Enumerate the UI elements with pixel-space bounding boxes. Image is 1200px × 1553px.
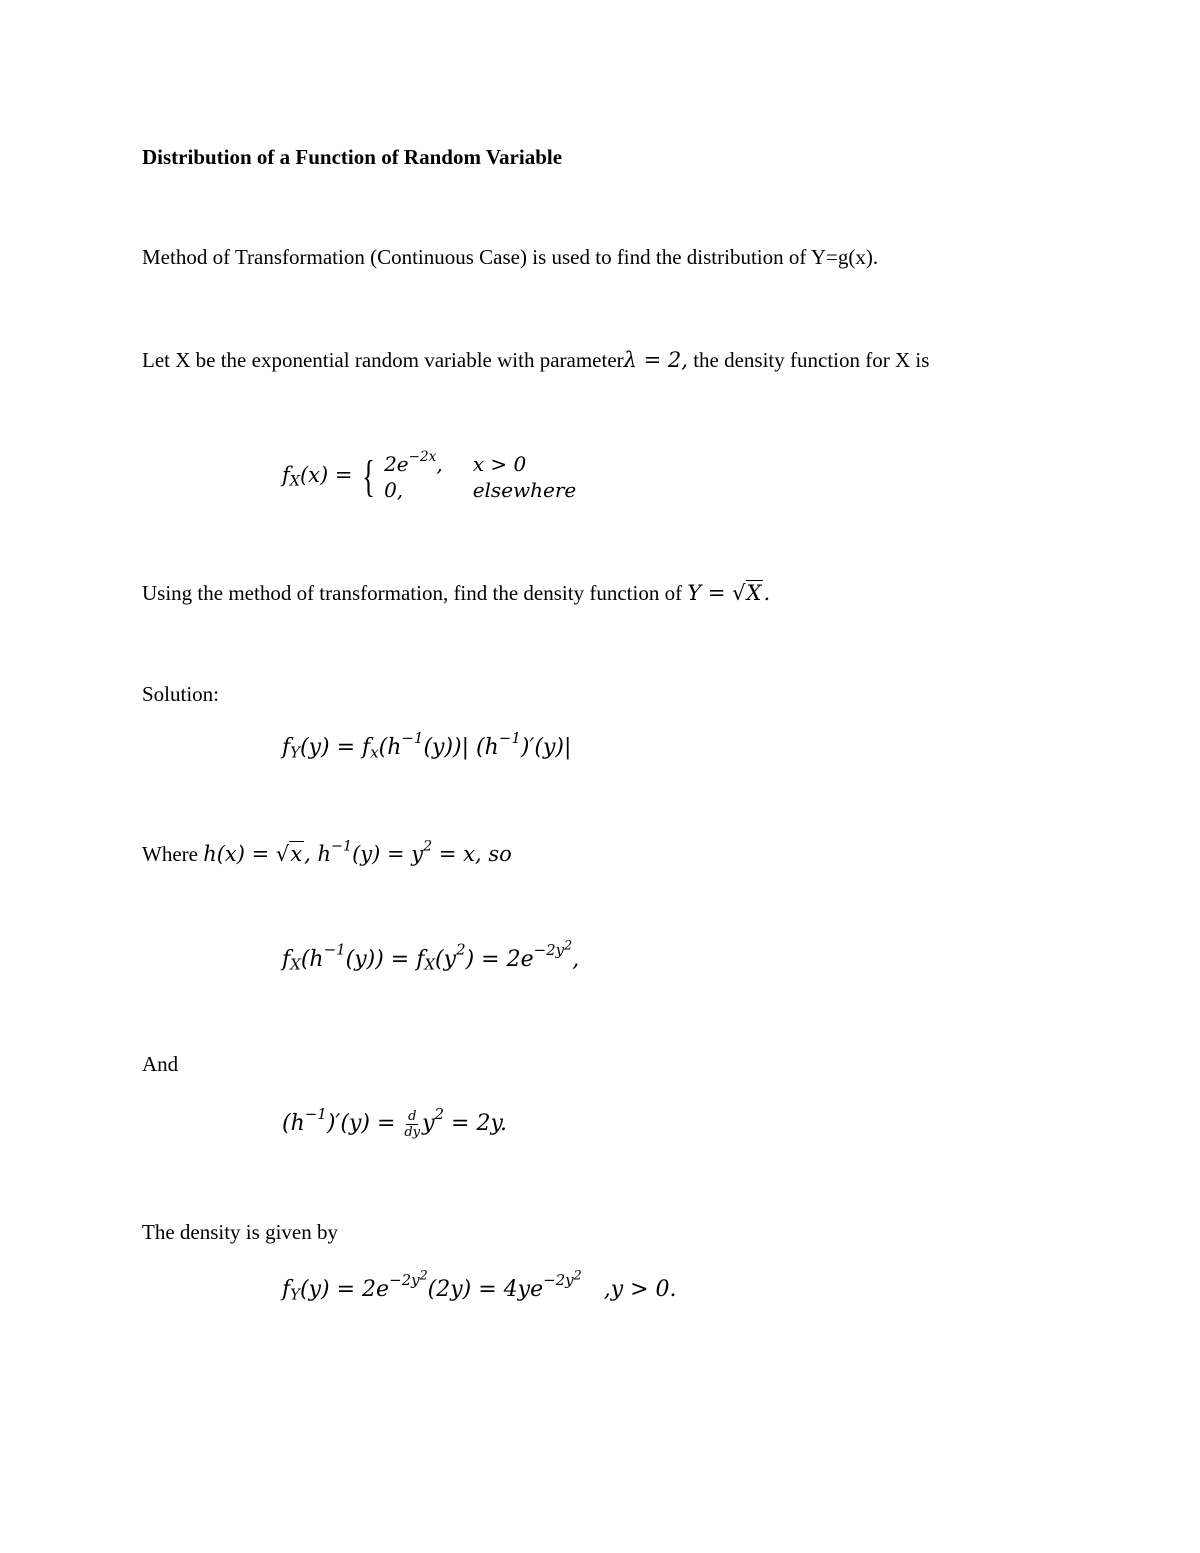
question-paragraph <box>142 579 770 607</box>
intro-paragraph: Method of Transformation (Continuous Case) is used to find the distribution of Y=g(x). <box>142 245 879 269</box>
question-math: Y = √X. <box>687 581 771 605</box>
lambda-equation: λ = 2, <box>623 348 688 372</box>
case2-condition: elsewhere <box>472 478 577 503</box>
left-brace: { <box>361 452 375 502</box>
solution-label: Solution: <box>142 682 220 706</box>
d-dy-fraction: $\frac{d}{dy}$ <box>404 1108 421 1140</box>
exponential-definition <box>142 346 929 374</box>
question-text: Using the method of transformation, find the density function of <box>142 581 688 605</box>
pdf-lhs: $f_X(x)$ = <box>282 463 353 490</box>
density-label: The density is given by <box>142 1220 338 1244</box>
document-title: Distribution of a Function of Random Variable <box>142 145 563 169</box>
pdf-cases <box>384 451 576 503</box>
where-word: Where <box>142 842 204 866</box>
composed-density: $f_X(h^{-1}(y)) = f_X(y^2) = 2e^{-2y^2}$, <box>282 937 580 974</box>
final-density: $f_Y(y) = 2e^{-2y^2}(2y) = 4ye^{-2y^2},y > 0$. <box>282 1267 677 1304</box>
sqrt-symbol: √X <box>732 581 762 605</box>
case1-value: $2e^{-2x}$, <box>384 449 443 477</box>
transformation-formula: $f_Y(y) = f_x(h^{-1}(y))|$ $(h^{-1})'(y)|$ <box>282 728 572 762</box>
case1-condition: x > 0 <box>472 452 527 477</box>
where-math: h(x) = √x, $h^{-1}(y) = y^2 = x$, so <box>203 838 512 866</box>
where-line <box>142 840 512 868</box>
and-label: And <box>142 1052 179 1076</box>
sqrt-symbol: √x <box>275 842 303 866</box>
derivative-equation: $(h^{-1})'(y)$ = $\frac{d}{dy}$ $y^2 = 2y$. <box>282 1104 507 1140</box>
pdf-equation <box>282 446 576 504</box>
case2-value: 0, <box>384 478 404 503</box>
let-text-end: the density function for X is <box>687 348 930 372</box>
let-text: Let X be the exponential random variable with parameter <box>142 348 624 372</box>
